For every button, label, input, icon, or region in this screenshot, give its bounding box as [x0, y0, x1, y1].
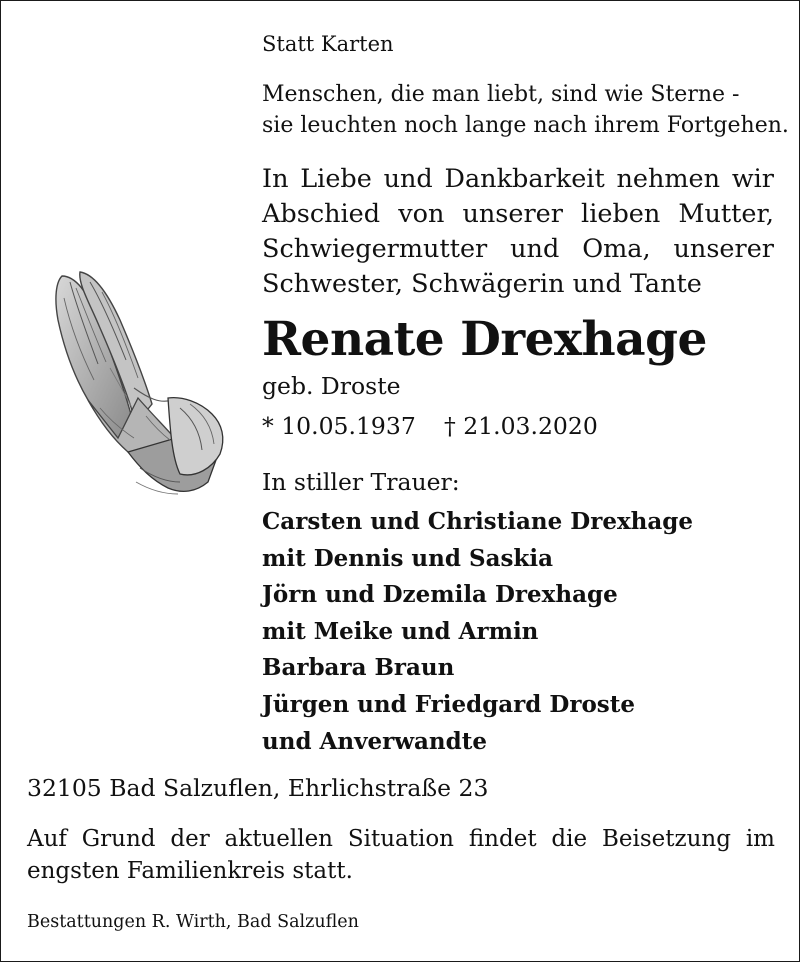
- verse-line-1: Menschen, die man liebt, sind wie Sterne -: [262, 82, 740, 107]
- mourner-line: Jürgen und Friedgard Droste: [262, 690, 635, 718]
- birth-date: * 10.05.1937: [262, 412, 416, 440]
- mourner-line: Barbara Braun: [262, 654, 455, 682]
- intro-line-2: Abschied von unserer lieben Mutter,: [262, 199, 774, 229]
- intro-line-3: Schwiegermutter und Oma, unserer: [262, 234, 774, 264]
- statt-karten: Statt Karten: [262, 32, 394, 56]
- mourner-line: und Anverwandte: [262, 727, 487, 755]
- mourners-list: [262, 504, 693, 760]
- address: 32105 Bad Salzuflen, Ehrlichstraße 23: [27, 774, 489, 802]
- mourner-line: mit Dennis und Saskia: [262, 544, 553, 572]
- mourner-line: mit Meike und Armin: [262, 617, 539, 645]
- intro-line-1: In Liebe und Dankbarkeit nehmen wir: [262, 164, 774, 194]
- mourners-heading: In stiller Trauer:: [262, 468, 460, 496]
- intro-line-4: Schwester, Schwägerin und Tante: [262, 269, 702, 299]
- maiden-name: geb. Droste: [262, 372, 401, 400]
- deceased-name: Renate Drexhage: [262, 312, 707, 367]
- mourner-line: Jörn und Dzemila Drexhage: [262, 581, 618, 609]
- mourner-line: Carsten und Christiane Drexhage: [262, 508, 694, 535]
- intro-text: [262, 162, 774, 302]
- funeral-home: Bestattungen R. Wirth, Bad Salzuflen: [27, 912, 359, 932]
- praying-hands-icon: [40, 268, 230, 498]
- verse-line-2: sie leuchten noch lange nach ihrem Fortgehen.: [262, 113, 789, 138]
- death-date: † 21.03.2020: [444, 412, 598, 440]
- burial-notice: Auf Grund der aktuellen Situation findet die Beisetzung im engsten Familienkreis statt.: [27, 826, 775, 884]
